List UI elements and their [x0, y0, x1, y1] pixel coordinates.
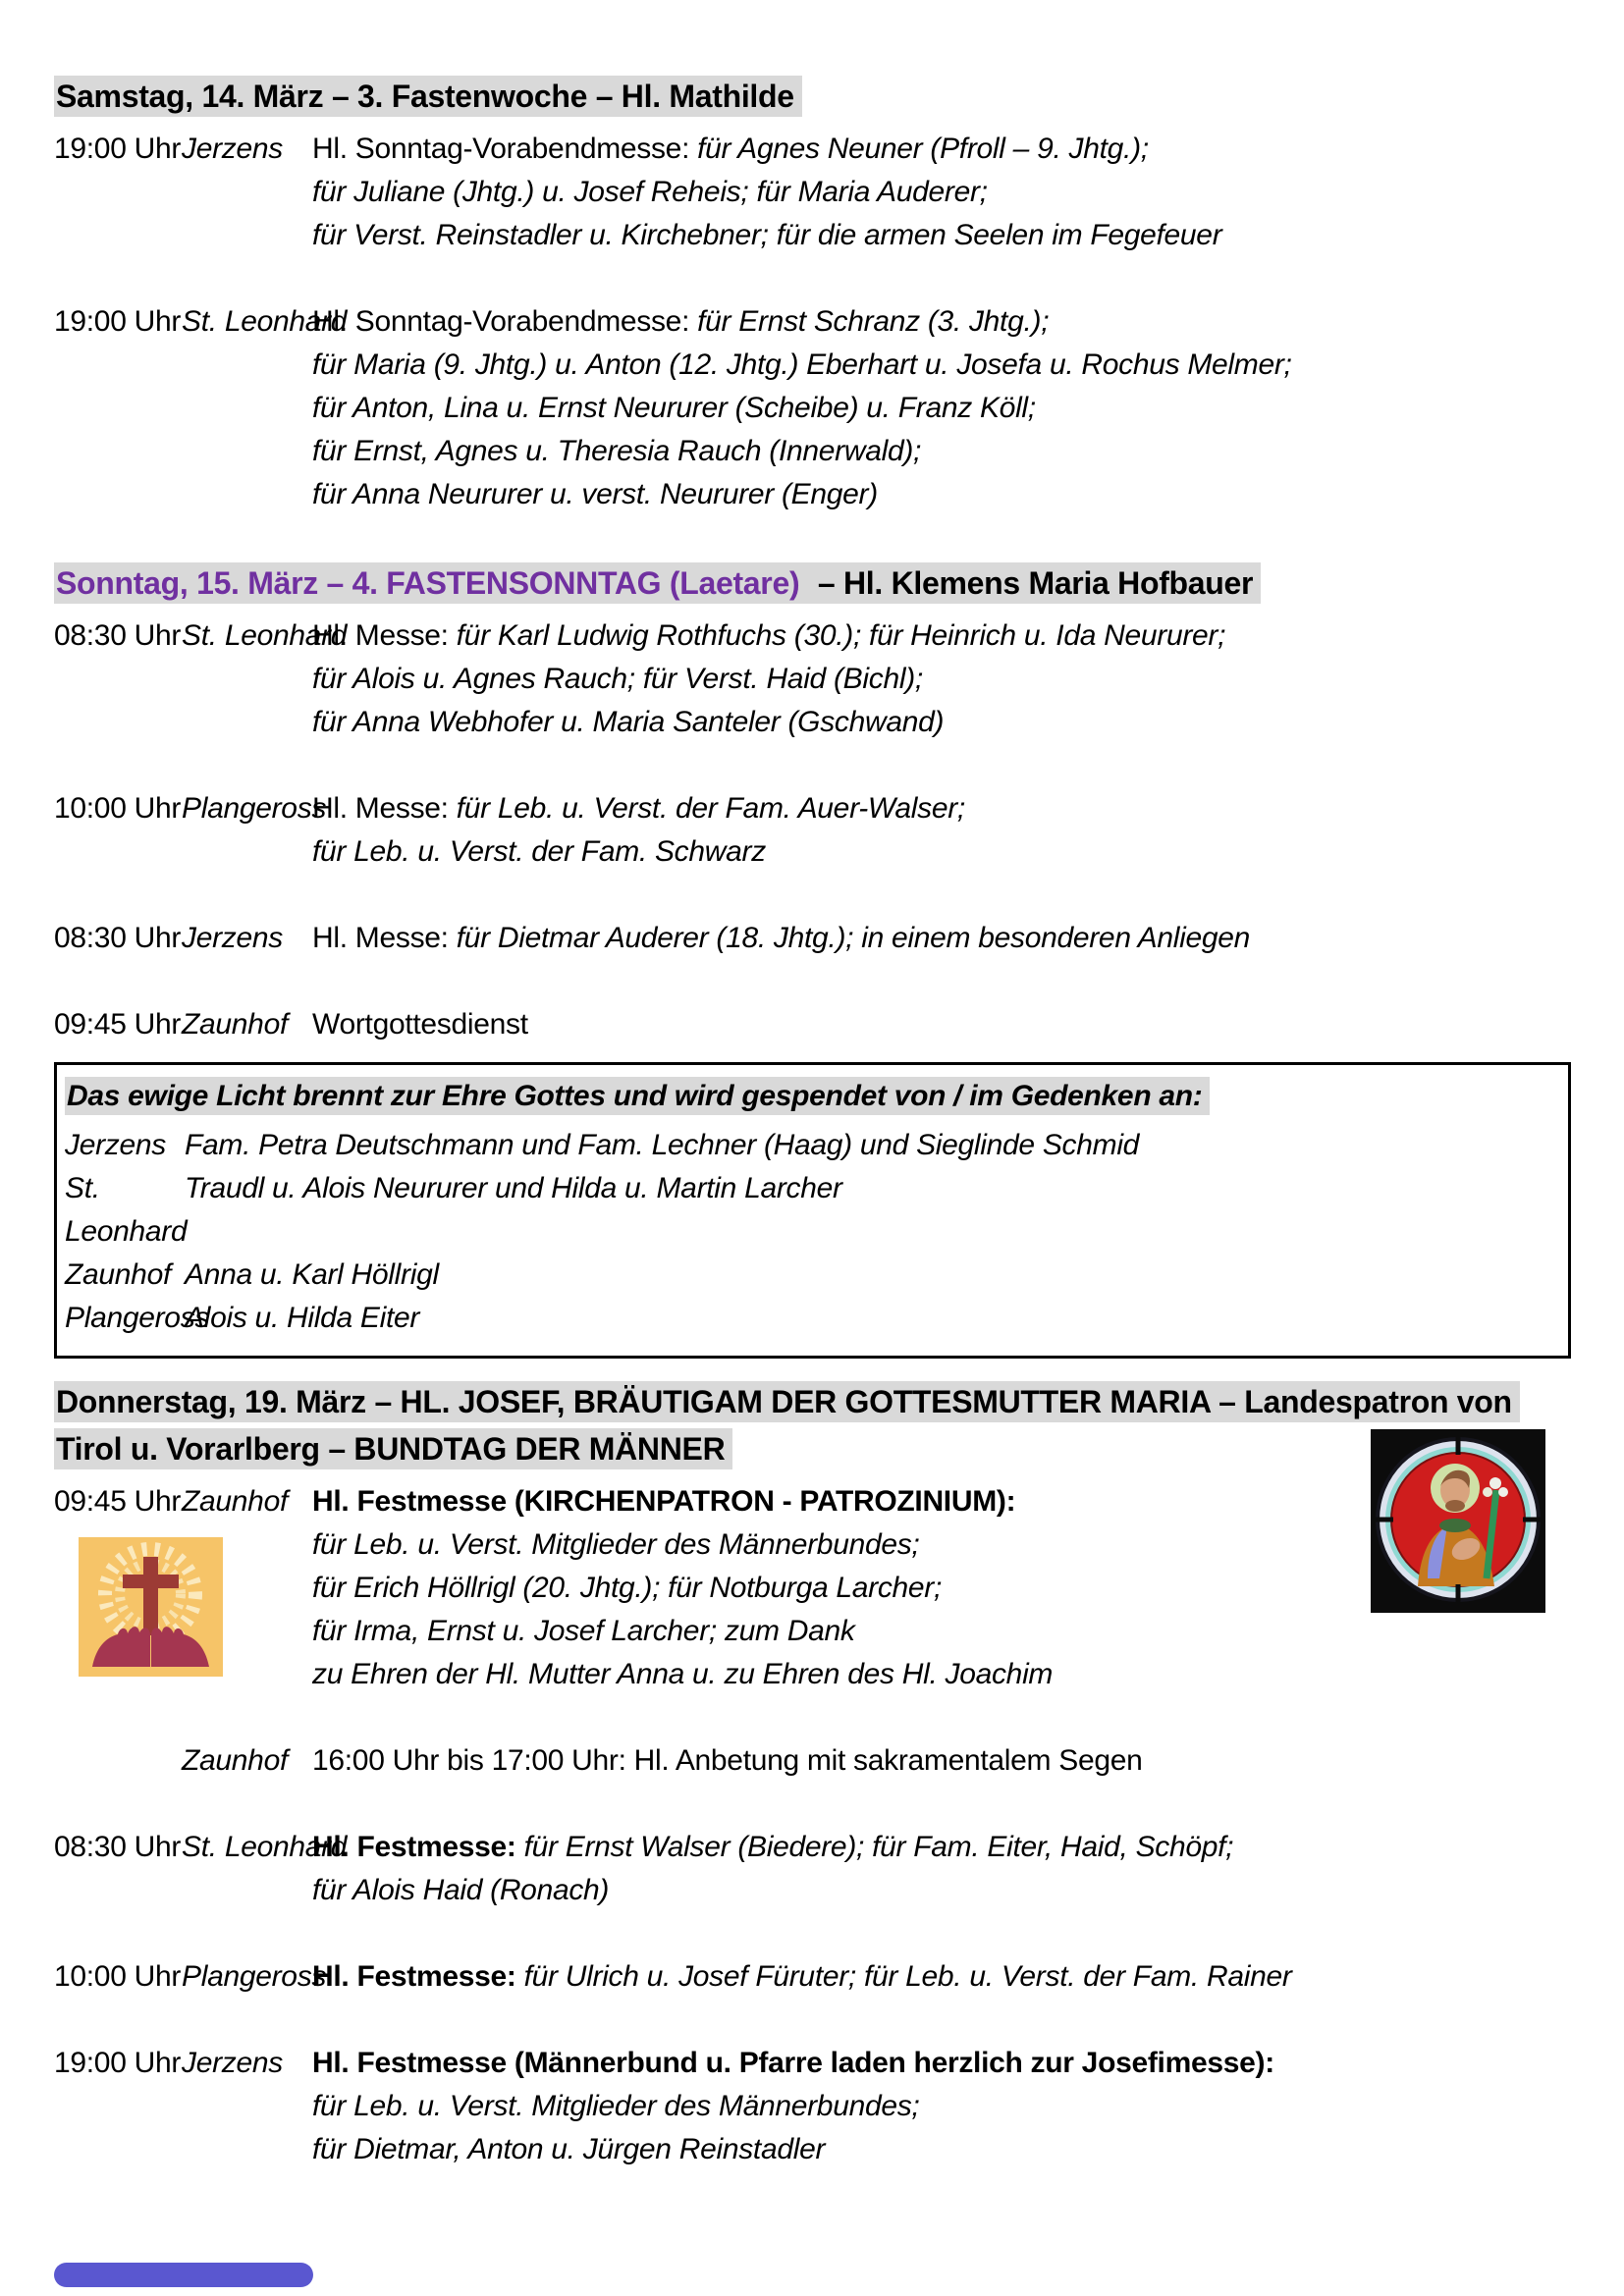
- entry-intentions: [312, 1003, 1571, 1046]
- donor-place: St. Leonhard: [65, 1172, 188, 1248]
- text-segment: Hl. Festmesse (KIRCHENPATRON - PATROZINIUM):: [312, 1485, 1016, 1518]
- eternal-light-heading: [65, 1073, 1556, 1120]
- entry-text-line: [312, 430, 1571, 473]
- heading-text: – Hl. Klemens Maria Hofbauer: [816, 562, 1261, 604]
- text-segment: für Anna Webhofer u. Maria Santeler (Gschwand): [312, 706, 945, 738]
- entry-place: Jerzens: [182, 133, 283, 165]
- mass-entry-leonhard-festmesse: [54, 1826, 1571, 1912]
- text-segment: für Anton, Lina u. Ernst Neururer (Scheibe) u. Franz Köll;: [312, 392, 1036, 424]
- eternal-light-box: [54, 1062, 1571, 1359]
- cross-with-hands-image: [79, 1537, 223, 1677]
- entry-text-line: [312, 1955, 1571, 1999]
- entry-text-line: [312, 701, 1571, 744]
- donor-place: Zaunhof: [65, 1258, 171, 1291]
- text-segment: Wortgottesdienst: [312, 1008, 528, 1041]
- donor-names: Alois u. Hilda Eiter: [185, 1302, 420, 1334]
- entry-time: 19:00 Uhr: [54, 2047, 182, 2079]
- st-joseph-stained-glass-icon: [1371, 1429, 1545, 1613]
- text-segment: Hl. Messe:: [312, 792, 457, 825]
- mass-entry-zaunhof-wortgottesdienst: [54, 1003, 1571, 1046]
- entry-text-line: [312, 658, 1571, 701]
- eternal-light-row: [65, 1124, 1556, 1167]
- text-segment: für Leb. u. Verst. Mitglieder des Männerbundes;: [312, 2090, 920, 2122]
- eternal-light-row: [65, 1167, 1556, 1254]
- text-segment: Hl. Sonntag-Vorabendmesse:: [312, 133, 698, 165]
- text-segment: für Anna Neururer u. verst. Neururer (Enger): [312, 478, 878, 510]
- entry-intentions: [312, 1739, 1571, 1783]
- entry-text-line: [312, 300, 1571, 344]
- cross-with-hands-icon: [79, 1537, 223, 1677]
- entry-text-line: [312, 214, 1571, 257]
- entry-text-line: [312, 1869, 1571, 1912]
- section-heading-donnerstag: [54, 1378, 1571, 1472]
- entry-text-line: [312, 2128, 1571, 2171]
- section-heading-sonntag: [54, 560, 1571, 607]
- text-segment: für Karl Ludwig Rothfuchs (30.); für Heinrich u. Ida Neururer;: [456, 619, 1226, 652]
- text-segment: Hl. Festmesse:: [312, 1960, 524, 1993]
- entry-text-line: [312, 614, 1571, 658]
- entry-text-line: [312, 830, 1571, 874]
- mass-entry-plangeross-festmesse: [54, 1955, 1571, 1999]
- text-segment: für Leb. u. Verst. der Fam. Schwarz: [312, 835, 766, 868]
- mass-entry-zaunhof-anbetung: [54, 1739, 1571, 1783]
- entry-intentions: [312, 917, 1571, 960]
- entry-text-line: [312, 473, 1571, 516]
- text-segment: Hl. Messe:: [312, 922, 457, 954]
- heading-text: Sonntag, 15. März – 4. FASTENSONNTAG (Laetare): [54, 562, 816, 604]
- entry-time: 09:45 Uhr: [54, 1485, 182, 1518]
- entry-intentions: [312, 1826, 1571, 1912]
- entry-time: 09:45 Uhr: [54, 1008, 182, 1041]
- donor-names: Fam. Petra Deutschmann und Fam. Lechner (Haag) und Sieglinde Schmid: [185, 1129, 1140, 1161]
- text-segment: für Alois u. Agnes Rauch; für Verst. Haid (Bichl);: [312, 663, 923, 695]
- text-segment: für Agnes Neuner (Pfroll – 9. Jhtg.);: [697, 133, 1149, 165]
- entry-time: 10:00 Uhr: [54, 792, 182, 825]
- entry-place: Plangeross: [182, 792, 327, 825]
- text-segment: für Dietmar, Anton u. Jürgen Reinstadler: [312, 2133, 826, 2165]
- entry-text-line: [312, 344, 1571, 387]
- entry-time: 19:00 Uhr: [54, 133, 182, 165]
- entry-text-line: [312, 1739, 1571, 1783]
- entry-time: 10:00 Uhr: [54, 1960, 182, 1993]
- donor-names: Anna u. Karl Höllrigl: [185, 1258, 439, 1291]
- entry-text-line: [312, 917, 1571, 960]
- entry-time: 08:30 Uhr: [54, 619, 182, 652]
- text-segment: Hl. Sonntag-Vorabendmesse:: [312, 305, 698, 338]
- donor-place: Jerzens: [65, 1129, 166, 1161]
- text-segment: Hl. Festmesse (Männerbund u. Pfarre laden herzlich zur Josefimesse):: [312, 2047, 1274, 2079]
- entry-time: 19:00 Uhr: [54, 305, 182, 338]
- entry-text-line: [312, 787, 1571, 830]
- entry-text-line: [312, 128, 1571, 171]
- bulletin-page-content: [54, 73, 1571, 2215]
- eternal-light-row: [65, 1297, 1556, 1340]
- entry-place: Zaunhof: [182, 1744, 288, 1777]
- text-segment: für Ernst, Agnes u. Theresia Rauch (Innerwald);: [312, 435, 922, 467]
- entry-text-line: [312, 2085, 1571, 2128]
- entry-place: Plangeross: [182, 1960, 327, 1993]
- entry-place: Zaunhof: [182, 1485, 288, 1518]
- text-segment: Hl. Messe:: [312, 619, 457, 652]
- entry-time: 08:30 Uhr: [54, 922, 182, 954]
- heading-text: Tirol u. Vorarlberg – BUNDTAG DER MÄNNER: [54, 1428, 732, 1469]
- entry-place: Jerzens: [182, 922, 283, 954]
- mass-entry-jerzens-messe: [54, 917, 1571, 960]
- donor-place: Plangeross: [65, 1302, 210, 1334]
- mass-entry-jerzens-festmesse: [54, 2042, 1571, 2171]
- mass-entry-jerzens-vorabendmesse: [54, 128, 1571, 257]
- text-segment: für Dietmar Auderer (18. Jhtg.); in einem besonderen Anliegen: [456, 922, 1250, 954]
- entry-intentions: [312, 2042, 1571, 2171]
- donor-names: Traudl u. Alois Neururer und Hilda u. Martin Larcher: [185, 1172, 842, 1204]
- entry-text-line: [312, 387, 1571, 430]
- text-segment: für Verst. Reinstadler u. Kirchebner; für die armen Seelen im Fegefeuer: [312, 219, 1222, 251]
- text-segment: zu Ehren der Hl. Mutter Anna u. zu Ehren des Hl. Joachim: [312, 1658, 1054, 1690]
- mass-entry-zaunhof-festmesse: [54, 1480, 1571, 1696]
- entry-intentions: [312, 787, 1571, 874]
- heading-text: Samstag, 14. März – 3. Fastenwoche – Hl. Mathilde: [54, 76, 802, 117]
- entry-text-line: [312, 1826, 1571, 1869]
- text-segment: für Leb. u. Verst. Mitglieder des Männerbundes;: [312, 1528, 920, 1561]
- section-heading-samstag: [54, 73, 1571, 120]
- mass-entry-plangeross-messe: [54, 787, 1571, 874]
- text-segment: für Erich Höllrigl (20. Jhtg.); für Notburga Larcher;: [312, 1572, 943, 1604]
- entry-place: Jerzens: [182, 2047, 283, 2079]
- eternal-light-row: [65, 1254, 1556, 1297]
- entry-intentions: [312, 300, 1571, 516]
- text-segment: für Irma, Ernst u. Josef Larcher; zum Dank: [312, 1615, 855, 1647]
- mass-entry-leonhard-messe: [54, 614, 1571, 744]
- footer-accent-bar: [54, 2263, 313, 2287]
- entry-intentions: [312, 614, 1571, 744]
- st-joseph-stained-glass-image: [1371, 1429, 1545, 1613]
- entry-text-line: [312, 1003, 1571, 1046]
- text-segment: Hl. Festmesse:: [312, 1831, 524, 1863]
- text-segment: für Ulrich u. Josef Füruter; für Leb. u. Verst. der Fam. Rainer: [523, 1960, 1292, 1993]
- text-segment: für Ernst Schranz (3. Jhtg.);: [697, 305, 1050, 338]
- text-segment: 16:00 Uhr bis 17:00 Uhr: Hl. Anbetung mit sakramentalem Segen: [312, 1744, 1143, 1777]
- entry-place: Zaunhof: [182, 1008, 288, 1041]
- entry-place: St. Leonhard: [182, 619, 348, 652]
- entry-text-line: [312, 171, 1571, 214]
- entry-time: 08:30 Uhr: [54, 1831, 182, 1863]
- entry-text-line: [312, 1610, 1571, 1653]
- text-segment: für Leb. u. Verst. der Fam. Auer-Walser;: [456, 792, 965, 825]
- text-segment: für Ernst Walser (Biedere); für Fam. Eiter, Haid, Schöpf;: [523, 1831, 1234, 1863]
- text-segment: für Alois Haid (Ronach): [312, 1874, 610, 1906]
- text-segment: für Juliane (Jhtg.) u. Josef Reheis; für Maria Auderer;: [312, 176, 988, 208]
- mass-entry-leonhard-vorabendmesse: [54, 300, 1571, 516]
- entry-intentions: [312, 1955, 1571, 1999]
- entry-place: St. Leonhard: [182, 1831, 348, 1863]
- heading-text: Donnerstag, 19. März – HL. JOSEF, BRÄUTIGAM DER GOTTESMUTTER MARIA – Landespatron von: [54, 1381, 1520, 1422]
- entry-intentions: [312, 128, 1571, 257]
- eternal-light-heading-text: Das ewige Licht brennt zur Ehre Gottes und wird gespendet von / im Gedenken an:: [65, 1077, 1210, 1115]
- entry-text-line: [312, 1653, 1571, 1696]
- entry-time: [54, 1739, 182, 1783]
- entry-text-line: [312, 2042, 1571, 2085]
- text-segment: für Maria (9. Jhtg.) u. Anton (12. Jhtg.) Eberhart u. Josefa u. Rochus Melmer;: [312, 348, 1292, 381]
- entry-place: St. Leonhard: [182, 305, 348, 338]
